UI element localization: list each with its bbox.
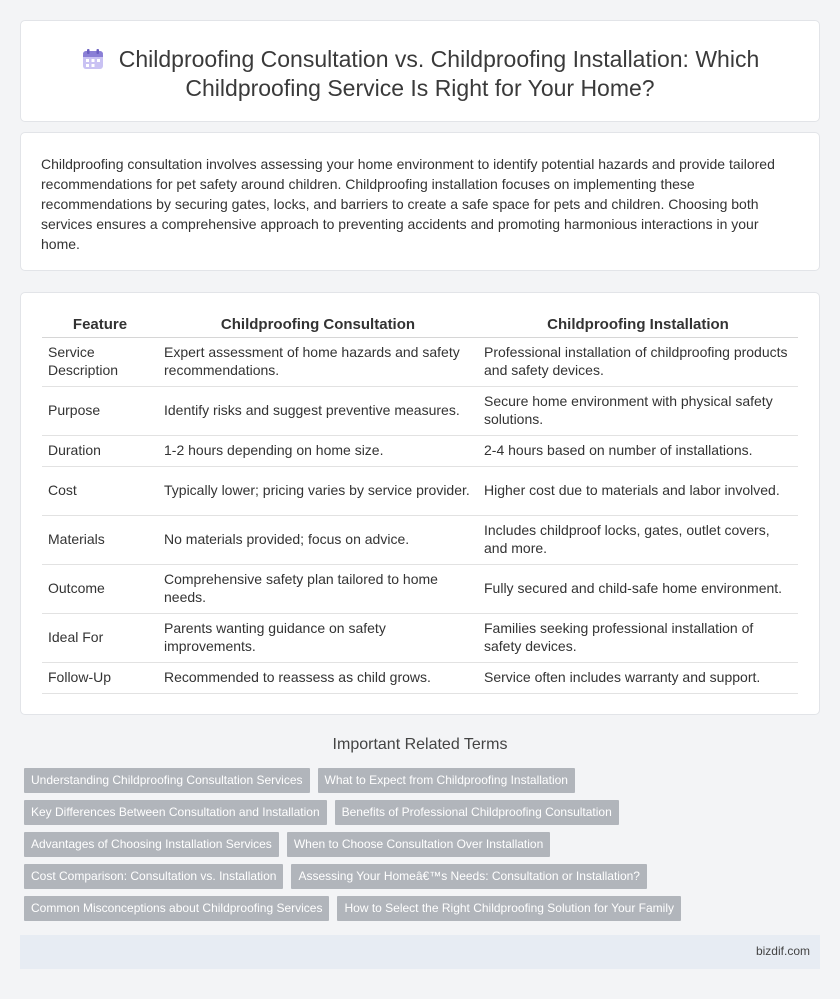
installation-cell: Fully secured and child-safe home environment. — [478, 564, 798, 613]
installation-cell: Includes childproof locks, gates, outlet covers, and more. — [478, 515, 798, 564]
table-row — [42, 515, 798, 564]
table-row — [42, 613, 798, 662]
consultation-cell: 1-2 hours depending on home size. — [158, 435, 478, 466]
consultation-cell: Comprehensive safety plan tailored to home needs. — [158, 564, 478, 613]
table-row — [42, 466, 798, 515]
related-term-link[interactable]: How to Select the Right Childproofing Solution for Your Family — [337, 896, 681, 921]
related-term-link[interactable]: When to Choose Consultation Over Installation — [287, 832, 550, 857]
header-installation: Childproofing Installation — [478, 315, 798, 337]
related-term-link[interactable]: Advantages of Choosing Installation Services — [24, 832, 279, 857]
comparison-table-card — [20, 292, 820, 715]
page-title: Childproofing Consultation vs. Childproofing Installation: Which Childproofing Service Is Right for Your Home? — [118, 46, 760, 101]
related-term-link[interactable]: Common Misconceptions about Childproofing Services — [24, 896, 329, 921]
intro-card — [20, 132, 820, 271]
table-row — [42, 662, 798, 693]
consultation-cell: No materials provided; focus on advice. — [158, 515, 478, 564]
feature-cell: Outcome — [42, 564, 158, 613]
installation-cell: Service often includes warranty and support. — [478, 662, 798, 693]
consultation-cell: Typically lower; pricing varies by service provider. — [158, 466, 478, 515]
page-title-container — [21, 45, 819, 103]
related-term-link[interactable]: Assessing Your Homeâ€™s Needs: Consultation or Installation? — [291, 864, 647, 889]
feature-cell: Service Description — [42, 337, 158, 386]
related-terms-list — [24, 768, 804, 921]
feature-cell: Purpose — [42, 386, 158, 435]
related-term-link[interactable]: Understanding Childproofing Consultation Services — [24, 768, 310, 793]
feature-cell: Duration — [42, 435, 158, 466]
header-consultation: Childproofing Consultation — [158, 315, 478, 337]
installation-cell: 2-4 hours based on number of installations. — [478, 435, 798, 466]
consultation-cell: Expert assessment of home hazards and safety recommendations. — [158, 337, 478, 386]
related-term-link[interactable]: What to Expect from Childproofing Installation — [318, 768, 575, 793]
table-row — [42, 435, 798, 466]
feature-cell: Materials — [42, 515, 158, 564]
feature-cell: Follow-Up — [42, 662, 158, 693]
consultation-cell: Identify risks and suggest preventive measures. — [158, 386, 478, 435]
table-row — [42, 337, 798, 386]
calendar-icon — [81, 47, 105, 71]
table-row — [42, 564, 798, 613]
installation-cell: Secure home environment with physical safety solutions. — [478, 386, 798, 435]
consultation-cell: Recommended to reassess as child grows. — [158, 662, 478, 693]
footer-site-name: bizdif.com — [755, 944, 810, 958]
comparison-table — [42, 315, 798, 694]
footer-bar — [20, 935, 820, 969]
related-terms-heading: Important Related Terms — [332, 736, 508, 753]
consultation-cell: Parents wanting guidance on safety improvements. — [158, 613, 478, 662]
installation-cell: Families seeking professional installation of safety devices. — [478, 613, 798, 662]
related-term-link[interactable]: Cost Comparison: Consultation vs. Installation — [24, 864, 283, 889]
installation-cell: Professional installation of childproofing products and safety devices. — [478, 337, 798, 386]
header-card — [20, 20, 820, 122]
feature-cell: Ideal For — [42, 613, 158, 662]
related-term-link[interactable]: Benefits of Professional Childproofing Consultation — [335, 800, 619, 825]
table-row — [42, 386, 798, 435]
table-header-row — [42, 315, 798, 337]
intro-paragraph: Childproofing consultation involves assessing your home environment to identify potential hazards and provide tailored recommendations for pet safety around children. Childproofing installation focuses on implementing these recommendations by securing gates, locks, and barriers to create a safe space for pets and children. Choosing both services ensures a comprehensive approach to preventing accidents and promoting harmonious interactions in your home. — [41, 156, 775, 252]
header-feature: Feature — [42, 315, 158, 337]
feature-cell: Cost — [42, 466, 158, 515]
installation-cell: Higher cost due to materials and labor involved. — [478, 466, 798, 515]
related-term-link[interactable]: Key Differences Between Consultation and Installation — [24, 800, 327, 825]
